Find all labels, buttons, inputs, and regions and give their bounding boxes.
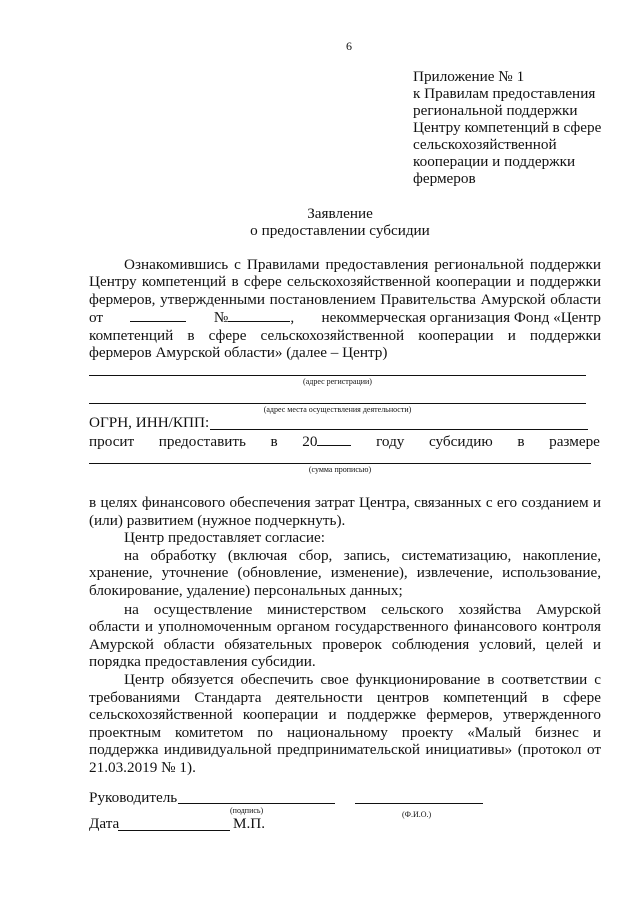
page-number: 6 <box>346 39 352 53</box>
purpose-line: (или) развитием (нужное подчеркнуть). <box>89 512 346 529</box>
obligation-line: 21.03.2019 № 1). <box>89 759 196 776</box>
document-subtitle: о предоставлении субсидии <box>250 222 430 239</box>
intro-line: Центру компетенций в сфере сельскохозяйственной кооперации и поддержки <box>89 273 601 290</box>
registration-address-field[interactable] <box>89 375 586 376</box>
date-label: Дата <box>89 815 120 832</box>
ogrn-inn-kpp-field[interactable] <box>210 429 588 430</box>
appendix-line: региональной поддержки <box>413 102 578 119</box>
request-word: субсидию <box>429 433 493 450</box>
intro-line: фермеров, утвержденными постановлением Правительства Амурской области <box>89 291 601 308</box>
number-field[interactable] <box>228 309 290 322</box>
amount-in-words-field[interactable] <box>89 463 591 464</box>
appendix-line: Центру компетенций в сфере <box>413 119 602 136</box>
obligation-line: проектным комитетом по национальному проекту «Малый бизнес и <box>89 724 601 741</box>
activity-address-field[interactable] <box>89 403 586 404</box>
appendix-line: кооперации и поддержки <box>413 153 576 170</box>
fio-caption: (Ф.И.О.) <box>402 810 432 819</box>
request-word: просит <box>89 433 135 450</box>
ogrn-inn-kpp-label: ОГРН, ИНН/КПП: <box>89 414 210 431</box>
consent1-line: на обработку (включая сбор, запись, систематизацию, накопление, <box>124 547 601 564</box>
signature-field[interactable] <box>178 803 335 804</box>
from-label: от <box>89 309 104 326</box>
consent-heading: Центр предоставляет согласие: <box>124 529 325 546</box>
request-word: предоставить <box>158 433 246 450</box>
signature-date-field[interactable] <box>118 830 230 831</box>
head-label: Руководитель <box>89 789 178 806</box>
registration-caption: (адрес регистрации) <box>303 377 372 386</box>
year-field: 20 <box>302 433 351 450</box>
document-title: Заявление <box>307 205 373 222</box>
request-word: в <box>517 433 525 450</box>
amount-caption: (сумма прописью) <box>308 465 372 474</box>
request-line <box>89 433 600 450</box>
consent1-line: хранение, уточнение (обновление, изменение), извлечение, использование, <box>89 564 601 581</box>
obligation-line: поддержка индивидуальной предпринимательской инициативы» (протокол от <box>89 741 601 758</box>
intro-line: Ознакомившись с Правилами предоставления региональной поддержки <box>124 256 601 273</box>
intro-line: фермеров Амурской области» (далее – Центр) <box>89 344 388 361</box>
fio-field[interactable] <box>355 803 483 804</box>
request-word: размере <box>549 433 600 450</box>
appendix-block <box>413 68 601 187</box>
consent2-line: Амурской области обязательных проверок соблюдения условий, целей и <box>89 636 601 653</box>
consent2-line: порядка предоставления субсидии. <box>89 653 316 670</box>
activity-caption: (адрес места осуществления деятельности) <box>263 405 412 414</box>
obligation-line: требованиями Стандарта деятельности центров компетенций в сфере <box>89 689 601 706</box>
purpose-line: в целях финансового обеспечения затрат Центра, связанных с его созданием и <box>89 494 601 511</box>
year-input[interactable] <box>317 433 351 446</box>
intro-line-date-number <box>89 309 601 326</box>
request-word: в <box>270 433 278 450</box>
request-word: году <box>376 433 405 450</box>
appendix-line: сельскохозяйственной <box>413 136 557 153</box>
signature-caption: (подпись) <box>230 806 264 815</box>
number-label: № , <box>213 309 295 326</box>
consent2-line: области и уполномоченным органом государственного финансового контроля <box>89 618 601 635</box>
appendix-line: фермеров <box>413 170 476 187</box>
appendix-line: Приложение № 1 <box>413 68 525 85</box>
intro-line: компетенций в сфере сельскохозяйственной кооперации и поддержки <box>89 327 601 344</box>
consent1-line: блокирование, удаление) персональных данных; <box>89 582 403 599</box>
consent2-line: на осуществление министерством сельского хозяйства Амурской <box>124 601 601 618</box>
date-field[interactable] <box>130 309 186 322</box>
obligation-line: Центр обязуется обеспечить свое функционирование в соответствии с <box>124 671 601 688</box>
organization-text: некоммерческая организация Фонд «Центр <box>321 309 601 326</box>
stamp-label: М.П. <box>233 815 266 832</box>
appendix-line: к Правилам предоставления <box>413 85 596 102</box>
obligation-line: сельскохозяйственной кооперации и поддержке фермеров, утвержденного <box>89 706 601 723</box>
